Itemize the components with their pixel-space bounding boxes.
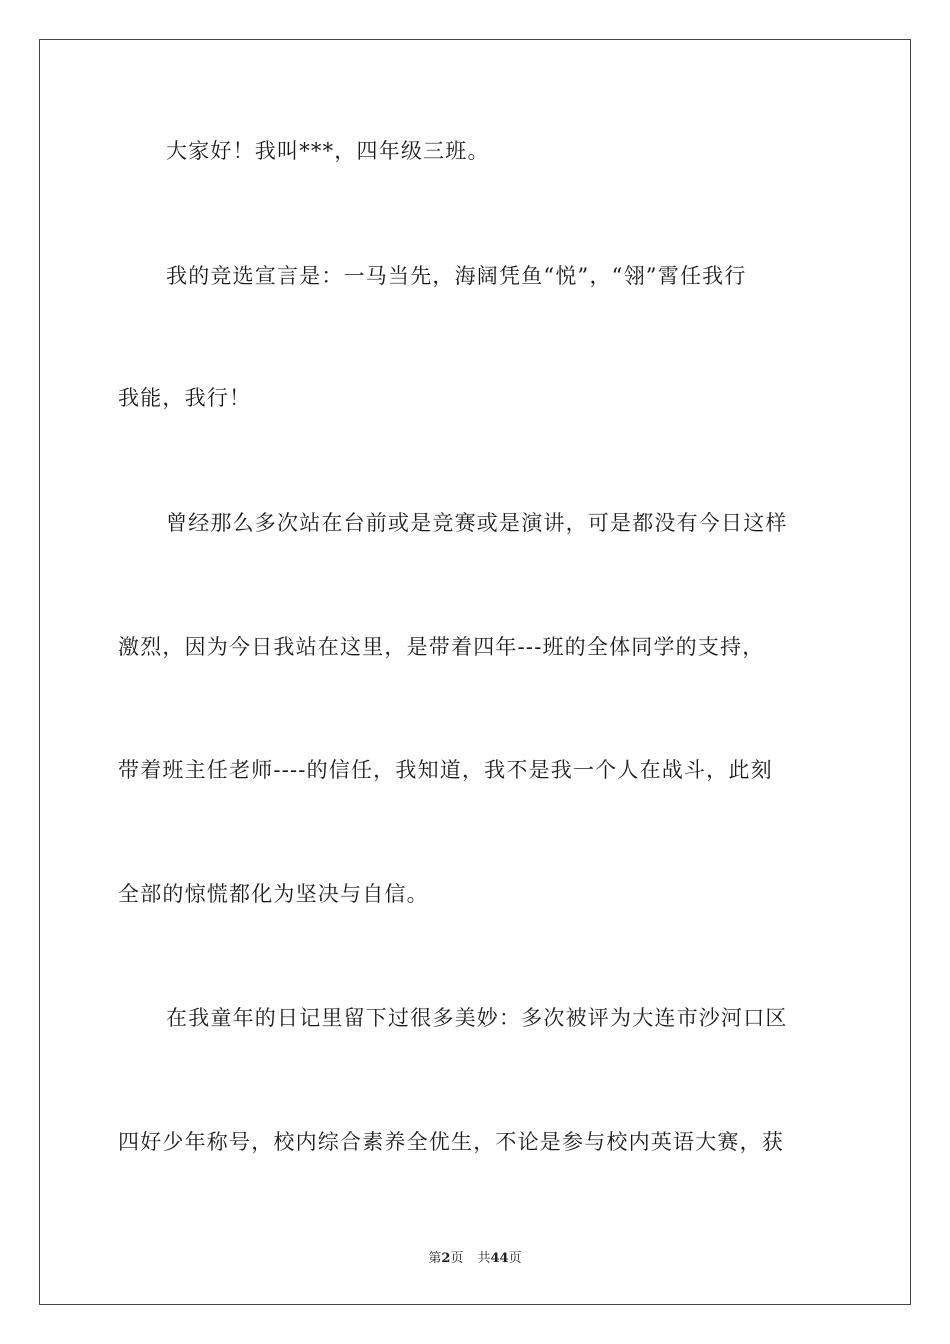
- total-pages: 44: [490, 1251, 509, 1266]
- text-line-7: 全部的惊慌都化为坚决与自信。: [118, 882, 429, 906]
- page-prefix: 第: [428, 1251, 442, 1266]
- total-suffix: 页: [508, 1251, 522, 1266]
- text-line-8: 在我童年的日记里留下过很多美妙：多次被评为大连市沙河口区: [166, 1006, 788, 1030]
- text-line-6: 带着班主任老师----的信任，我知道，我不是我一个人在战斗，此刻: [118, 758, 773, 782]
- text-line-3: 我能，我行！: [118, 386, 252, 410]
- text-line-5: 激烈，因为今日我站在这里，是带着四年---班的全体同学的支持，: [118, 635, 765, 659]
- page-footer: [0, 1247, 950, 1266]
- text-line-2: 我的竞选宣言是：一马当先，海阔凭鱼“悦”，“翎”霄任我行: [166, 264, 747, 288]
- text-line-9: 四好少年称号，校内综合素养全优生，不论是参与校内英语大赛，获: [118, 1130, 784, 1154]
- text-line-4: 曾经那么多次站在台前或是竞赛或是演讲，可是都没有今日这样: [166, 511, 788, 535]
- page-frame: [39, 39, 911, 1305]
- total-prefix: 共: [477, 1251, 491, 1266]
- page-suffix: 页: [450, 1251, 464, 1266]
- text-line-1: 大家好！我叫***，四年级三班。: [166, 139, 490, 163]
- page-number: 2: [441, 1251, 451, 1266]
